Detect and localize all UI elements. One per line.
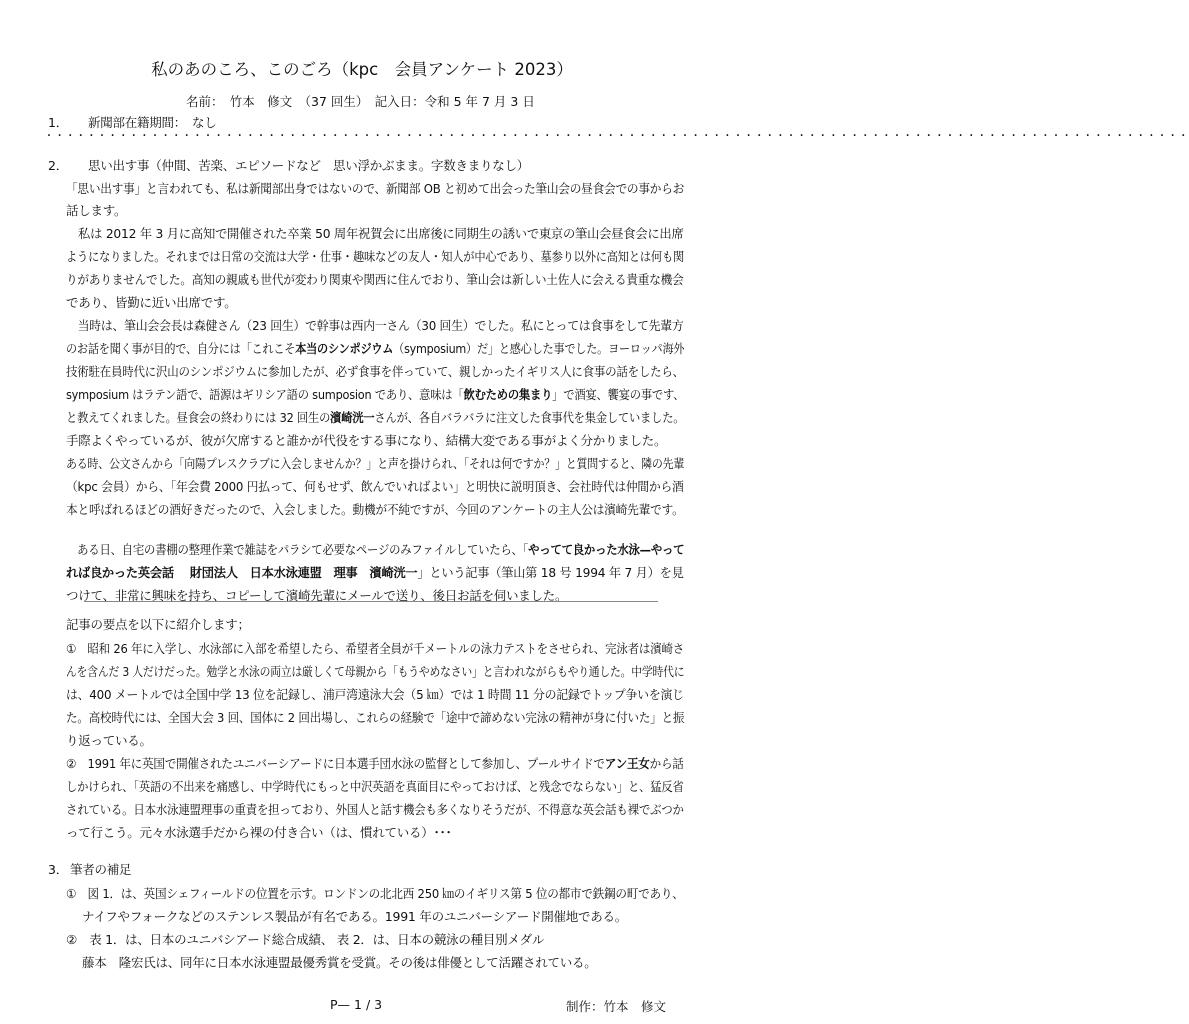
question-1-number: 1． (48, 115, 68, 130)
summary-point-line: されている。日本水泳連盟理事の重責を担っており、外国人と話す機会も多くなりそうだが、不得意な英会話も裸でぶつか (66, 802, 684, 817)
summary-point-line (66, 756, 684, 772)
paragraph-line: （kpc 会員）から、「年会費 2000 円払って、何もせず、飲んでいればよい」と明快に説明頂き、会社時代は仲間から酒 (66, 479, 684, 494)
section-3-text: 筆者の補足 (70, 862, 132, 877)
paragraph-line: 手際よくやっているが、彼が欠席すると誰かが代役をする事になり、結構大変である事がよく分かりました。 (66, 433, 667, 448)
emphasis-article-title: れば良かった英会話 財団法人 日本水泳連盟 理事 濱崎洸一 (66, 565, 418, 580)
paragraph-line: ある時、公文さんから「向陽プレスクラブに入会しませんか？」と声を掛けられ、「それは何ですか？」と質問すると、隣の先輩 (66, 456, 685, 471)
section-3-number: 3． (48, 862, 68, 877)
text-run: 」という記事（筆山第 18 号 1994 年 7 月）を見 (417, 565, 684, 580)
text-run: のお話を聞く事が目的で、自分には「これこそ (66, 341, 296, 356)
paragraph-line: 当時は、筆山会会長は森健さん（23 回生）で幹事は西内一さん（30 回生）でした。私にとっては食事をして先輩方 (66, 318, 684, 333)
paragraph-line: ようになりました。それまでは日常の交流は大学・仕事・趣味などの友人・知人が中心であり、墓参り以外に高知とは何も関 (66, 249, 685, 264)
paragraph-line: 「思い出す事」と言われても、私は新聞部出身ではないので、新聞部 OB と初めて出会った筆山会の昼食会での事からお (66, 181, 685, 196)
text-run: から話 (649, 756, 684, 771)
author-meta: 名前： 竹本 修文 （37 回生） 記入日：令和 5 年 7 月 3 日 (186, 94, 535, 109)
page-number: P— 1 / 3 (330, 997, 383, 1012)
document-title: 私のあのころ、このごろ（kpc 会員アンケート 2023） (151, 60, 573, 79)
paragraph-line (66, 565, 684, 581)
paragraph-line: りがありませんでした。高知の親戚も世代が変わり関東や関西に住んでおり、筆山会は新しい土佐人に会える貴重な機会 (66, 272, 684, 287)
summary-intro: 記事の要点を以下に紹介します； (66, 617, 250, 632)
supplement-line: ② 表 1．は、日本のユニバシアード総合成績、 表 2．は、日本の競泳の種目別メダル (66, 932, 545, 947)
text-run: ② 1991 年に英国で開催されたユニバーシアードに日本選手団水泳の監督として参加し、プールサイドで (66, 756, 605, 771)
text-run: 」で酒宴、饗宴の事です、 (552, 387, 685, 402)
dotted-separator: ・・・・・・・・・・・・・・・・・・・・・・・・・・・・・・・・・・・・・・・・・・・・・・・・・・・・・・・・・・・・・・・・・・・・・・・・・・・・・・・・・・・・・・・・・・・・・・・・・・・・・・・・・・・・ (44, 131, 1189, 142)
paragraph-line: 技術駐在員時代に沢山のシンポジウムに参加したが、必ず食事を伴っていて、親しかったイギリス人に食事の話をしたら、 (66, 364, 684, 379)
paragraph-line: であり、皆勤に近い出席です。 (66, 295, 237, 310)
question-2-number: 2． (48, 158, 68, 173)
paragraph-line (66, 542, 684, 558)
question-2-text: 思い出す事（仲間、苦楽、エピソードなど 思い浮かぶまま。字数きまりなし） (88, 158, 530, 173)
emphasis-symposium: 本当のシンポジウム (295, 341, 394, 356)
emphasis-drinking: 飲むための集まり (463, 387, 553, 402)
summary-point-line: り返っている。 (66, 733, 152, 748)
paragraph-line: 話します。 (66, 203, 127, 218)
summary-point-line: しかけられ、「英語の不出来を痛感し、中学時代にもっと中沢英語を真面目にやっておけば、と残念でならない」と、猛反省 (66, 779, 684, 794)
emphasis-article-title: やってて良かった水泳—やって (528, 542, 685, 557)
emphasis-name: 濱崎洸一 (330, 410, 375, 425)
footer-author: 制作：竹本 修文 (566, 999, 667, 1014)
question-2 (48, 158, 529, 174)
paragraph-line: 本と呼ばれるほどの酒好きだったので、入会しました。動機が不純ですが、今回のアンケートの主人公は濱崎先輩です。 (66, 502, 684, 517)
paragraph-line (66, 410, 684, 426)
supplement-line: ① 図 1．は、英国シェフィールドの位置を示す。ロンドンの北北西 250 ㎞のイギリス第 5 位の都市で鉄鋼の町であり、 (66, 886, 684, 901)
supplement-line: 藤本 隆宏氏は、同年に日本水泳連盟最優秀賞を受賞。その後は俳優として活躍されている。 (66, 955, 597, 970)
summary-point-line: た。高校時代には、全国大会 3 回、国体に 2 回出場し、これらの経験で「途中で諦めない完泳の精神が身に付いた」と振 (66, 710, 685, 725)
supplement-line: ナイフやフォークなどのステンレス製品が有名である。1991 年のユニバーシアード開催地である。 (66, 909, 627, 924)
section-3-heading (48, 862, 131, 878)
text-run: と教えてくれました。昼食会の終わりには 32 回生の (66, 410, 331, 425)
summary-point-line: は、400 メートルでは全国中学 13 位を記録し、浦戸湾遠泳大会（5 ㎞）では 1 時間 11 分の記録でトップ争いを演じ (66, 687, 684, 702)
horizontal-rule (84, 601, 658, 602)
paragraph-line (66, 341, 684, 357)
text-run: ある日、自宅の書棚の整理作業で雑誌をパラシて必要なページのみファイルしていたら、「 (66, 542, 529, 557)
paragraph-line: つけて、非常に興味を持ち、コピーして濱崎先輩にメールで送り、後日お話を伺いました。 (66, 588, 568, 603)
emphasis-princess-anne: アン王女 (604, 756, 650, 771)
summary-point-line: ① 昭和 26 年に入学し、水泳部に入部を希望したら、希望者全員が千メートルの泳力テストをさせられ、完泳者は濱崎さ (66, 641, 685, 656)
text-run: さんが、各自バラバラに注文した食事代を集金していました。 (374, 410, 685, 425)
summary-point-line: んを含んだ 3 人だけだった。勉学と水泳の両立は厳しくて母親から「もうやめなさい」と言われながらもやり通した。中学時代に (66, 664, 685, 679)
paragraph-line: 私は 2012 年 3 月に高知で開催された卒業 50 周年祝賀会に出席後に同期生の誘いで東京の筆山会昼食会に出席 (66, 226, 684, 241)
summary-point-line: って行こう。元々水泳選手だから裸の付き合い（は、慣れている）･･･ (66, 825, 452, 840)
question-1 (48, 115, 217, 131)
text-run: （symposium）だ」と感心した事でした。ヨーロッパ海外 (393, 341, 685, 356)
text-run: symposium はラテン語で、語源はギリシア語の sumposion であり、意味は「 (66, 387, 464, 402)
paragraph-line (66, 387, 684, 403)
question-1-text: 新聞部在籍期間： なし (88, 115, 217, 130)
